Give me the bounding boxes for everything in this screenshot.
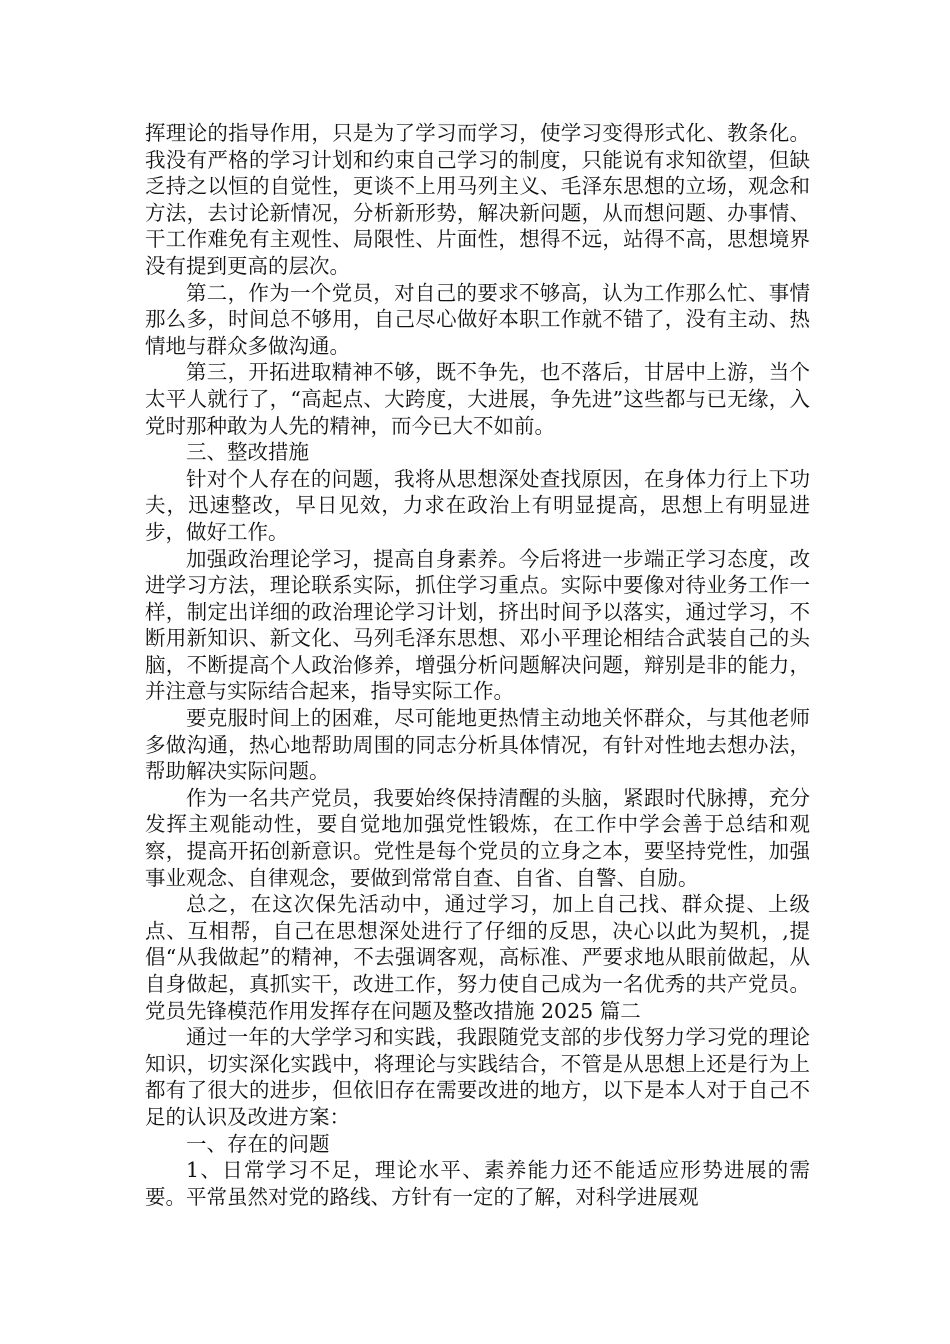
paragraph-1: 挥理论的指导作用，只是为了学习而学习，使学习变得形式化、教条化。我没有严格的学习计划和约束自己学习的制度，只能说有求知欲望，但缺乏持之以恒的自觉性，更谈不上用马列主义、毛泽东思想的立场，观念和方法，去讨论新情况，分析新形势，解决新问题，从而想问题、办事情、干工作难免有主观性、局限性、片面性，想得不远，站得不高，思想境界没有提到更高的层次。: [145, 121, 810, 278]
paragraph-8: 作为一名共产党员，我要始终保持清醒的头脑，紧跟时代脉搏，充分发挥主观能动性，要自觉地加强党性锻炼，在工作中学会善于总结和观察，提高开拓创新意识。党性是每个党员的立身之本，要坚持党性，加强事业观念、自律观念，要做到常常自查、自省、自警、自励。: [145, 785, 810, 890]
paragraph-10: 通过一年的大学学习和实践，我跟随党支部的步伐努力学习党的理论知识，切实深化实践中，将理论与实践结合，不管是从思想上还是行为上都有了很大的进步，但依旧存在需要改进的地方，以下是本人对于自己不足的认识及改进方案：: [145, 1025, 810, 1129]
paragraph-7: 要克服时间上的困难，尽可能地更热情主动地关怀群众，与其他老师多做沟通，热心地帮助周围的同志分析具体情况，有针对性地去想办法，帮助解决实际问题。: [145, 706, 810, 784]
paragraph-6: 加强政治理论学习，提高自身素养。今后将进一步端正学习态度，改进学习方法，理论联系实际，抓住学习重点。实际中要像对待业务工作一样，制定出详细的政治理论学习计划，挤出时间予以落实，通过学习，不断用新知识、新文化、马列毛泽东思想、邓小平理论相结合武装自己的头脑，不断提高个人政治修养，增强分析问题解决问题，辩别是非的能力，并注意与实际结合起来，指导实际工作。: [145, 546, 810, 704]
paragraph-3: 第三，开拓进取精神不够，既不争先，也不落后，甘居中上游，当个太平人就行了，“高起点、大跨度，大进展，争先进”这些都与已无缘，入党时那种敢为人先的精神，而今已大不如前。: [145, 360, 810, 438]
paragraph-12: 1、日常学习不足，理论水平、素养能力还不能适应形势进展的需要。平常虽然对党的路线、方针有一定的了解，对科学进展观: [145, 1158, 810, 1209]
section-heading-rectification: 三、整改措施: [186, 440, 309, 465]
section-heading-problems: 一、存在的问题: [186, 1131, 330, 1156]
paragraph-9: 总之，在这次保先活动中，通过学习，加上自己找、群众提、上级点、互相帮，自己在思想深处进行了仔细的反思，决心以此为契机，,提倡“从我做起”的精神，不去强调客观，高标准、严要求地从眼前做起，从自身做起，真抓实干，改进工作，努力使自己成为一名优秀的共产党员。党员先锋模范作用发挥存在问题及整改措施 2025 篇二: [145, 892, 810, 1023]
document-body: [145, 120, 810, 1210]
paragraph-2: 第二，作为一个党员，对自己的要求不够高，认为工作那么忙、事情那么多，时间总不够用，自己尽心做好本职工作就不错了，没有主动、热情地与群众多做沟通。: [145, 280, 810, 358]
paragraph-5: 针对个人存在的问题，我将从思想深处查找原因，在身体力行上下功夫，迅速整改，早日见效，力求在政治上有明显提高，思想上有明显进步，做好工作。: [145, 466, 810, 544]
